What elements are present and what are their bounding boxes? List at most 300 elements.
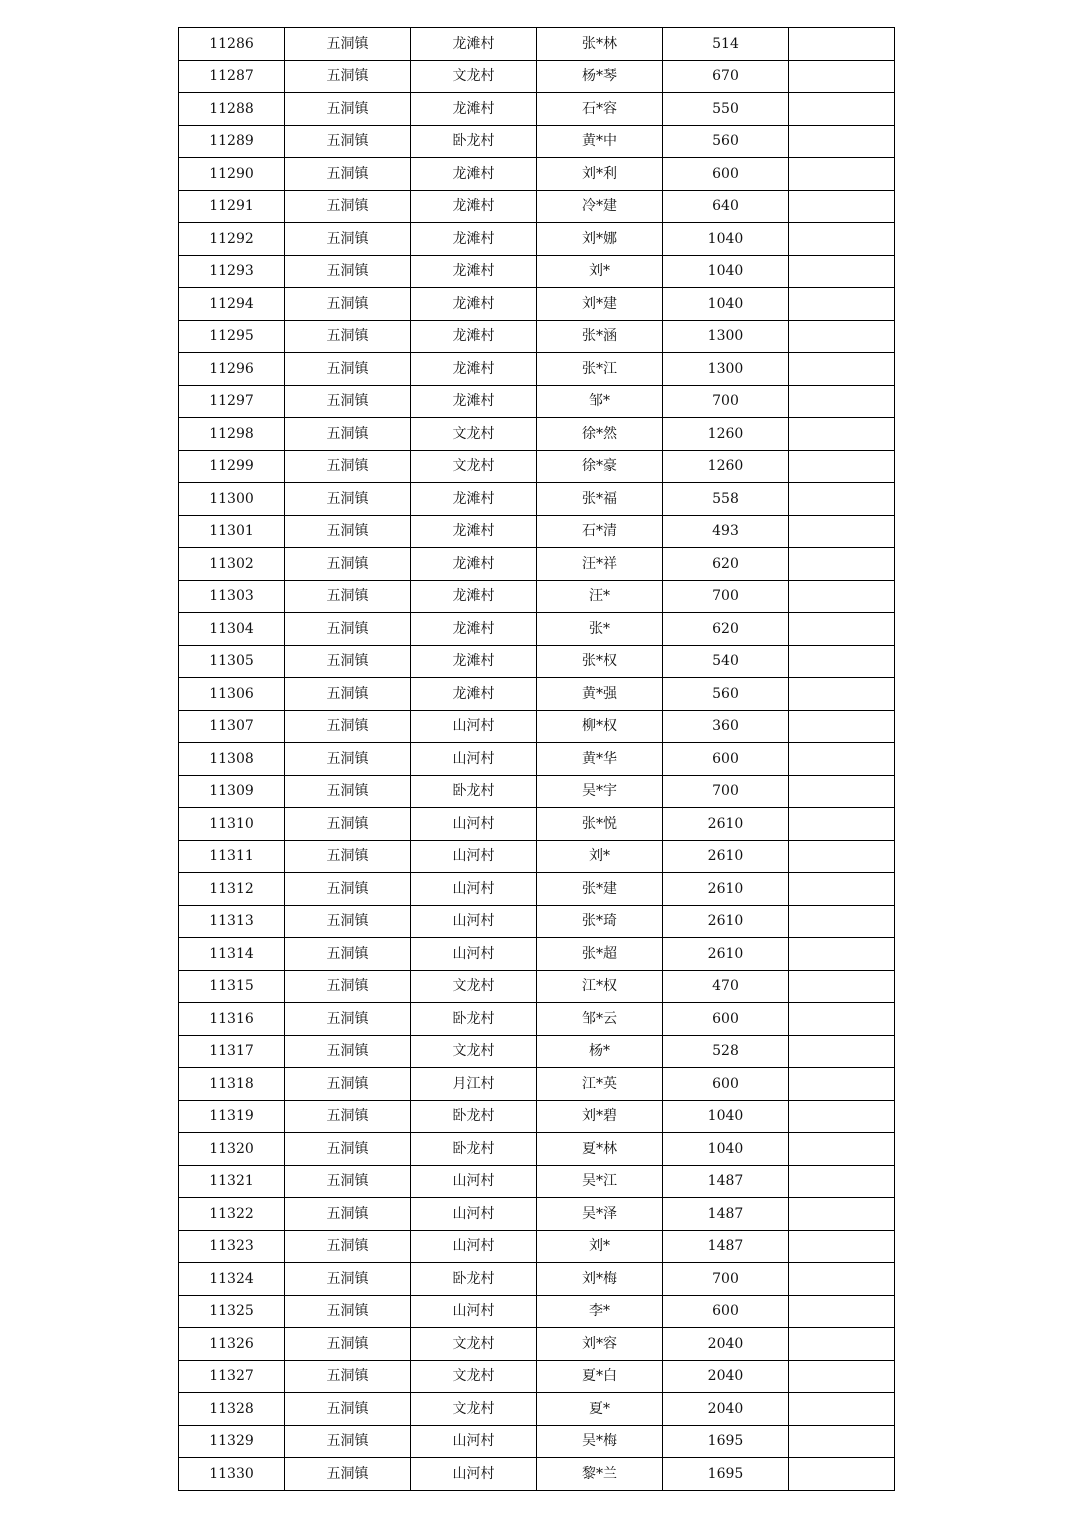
amount-cell: 2610 — [663, 873, 789, 906]
name-cell: 张*权 — [537, 645, 663, 678]
name-cell: 刘* — [537, 1230, 663, 1263]
serial-number-cell: 11314 — [179, 938, 285, 971]
village-cell: 龙滩村 — [411, 613, 537, 646]
name-cell: 柳*权 — [537, 710, 663, 743]
village-cell: 龙滩村 — [411, 158, 537, 191]
table-row — [179, 1068, 895, 1101]
village-cell: 卧龙村 — [411, 1263, 537, 1296]
village-cell: 文龙村 — [411, 1035, 537, 1068]
name-cell: 徐*豪 — [537, 450, 663, 483]
serial-number-cell: 11300 — [179, 483, 285, 516]
town-cell: 五洞镇 — [285, 483, 411, 516]
village-cell: 山河村 — [411, 938, 537, 971]
village-cell: 文龙村 — [411, 1328, 537, 1361]
name-cell: 张*福 — [537, 483, 663, 516]
amount-cell: 550 — [663, 93, 789, 126]
table-row — [179, 1458, 895, 1491]
note-cell — [789, 1263, 895, 1296]
note-cell — [789, 1360, 895, 1393]
village-cell: 龙滩村 — [411, 353, 537, 386]
serial-number-cell: 11287 — [179, 60, 285, 93]
serial-number-cell: 11329 — [179, 1425, 285, 1458]
town-cell: 五洞镇 — [285, 1458, 411, 1491]
table-row — [179, 353, 895, 386]
village-cell: 山河村 — [411, 1458, 537, 1491]
serial-number-cell: 11295 — [179, 320, 285, 353]
name-cell: 石*清 — [537, 515, 663, 548]
amount-cell: 600 — [663, 1295, 789, 1328]
serial-number-cell: 11319 — [179, 1100, 285, 1133]
town-cell: 五洞镇 — [285, 1295, 411, 1328]
serial-number-cell: 11290 — [179, 158, 285, 191]
table-row — [179, 1133, 895, 1166]
table-row — [179, 1295, 895, 1328]
amount-cell: 1695 — [663, 1425, 789, 1458]
name-cell: 张*江 — [537, 353, 663, 386]
note-cell — [789, 320, 895, 353]
town-cell: 五洞镇 — [285, 613, 411, 646]
table-row — [179, 1165, 895, 1198]
village-cell: 文龙村 — [411, 60, 537, 93]
table-row — [179, 515, 895, 548]
amount-cell: 1040 — [663, 223, 789, 256]
serial-number-cell: 11320 — [179, 1133, 285, 1166]
note-cell — [789, 743, 895, 776]
note-cell — [789, 255, 895, 288]
serial-number-cell: 11312 — [179, 873, 285, 906]
serial-number-cell: 11293 — [179, 255, 285, 288]
serial-number-cell: 11306 — [179, 678, 285, 711]
table-row — [179, 450, 895, 483]
note-cell — [789, 288, 895, 321]
table-row — [179, 1003, 895, 1036]
serial-number-cell: 11318 — [179, 1068, 285, 1101]
amount-cell: 2610 — [663, 840, 789, 873]
name-cell: 黄*中 — [537, 125, 663, 158]
amount-cell: 1040 — [663, 1133, 789, 1166]
name-cell: 刘*娜 — [537, 223, 663, 256]
village-cell: 龙滩村 — [411, 28, 537, 61]
serial-number-cell: 11330 — [179, 1458, 285, 1491]
table-row — [179, 1230, 895, 1263]
note-cell — [789, 515, 895, 548]
name-cell: 徐*然 — [537, 418, 663, 451]
table-body — [179, 28, 895, 1491]
village-cell: 龙滩村 — [411, 93, 537, 126]
name-cell: 邹*云 — [537, 1003, 663, 1036]
village-cell: 卧龙村 — [411, 1100, 537, 1133]
note-cell — [789, 938, 895, 971]
amount-cell: 470 — [663, 970, 789, 1003]
name-cell: 张*琦 — [537, 905, 663, 938]
amount-cell: 2040 — [663, 1393, 789, 1426]
town-cell: 五洞镇 — [285, 320, 411, 353]
town-cell: 五洞镇 — [285, 385, 411, 418]
town-cell: 五洞镇 — [285, 873, 411, 906]
note-cell — [789, 970, 895, 1003]
table-row — [179, 1035, 895, 1068]
amount-cell: 600 — [663, 158, 789, 191]
town-cell: 五洞镇 — [285, 808, 411, 841]
amount-cell: 1487 — [663, 1230, 789, 1263]
note-cell — [789, 1425, 895, 1458]
note-cell — [789, 125, 895, 158]
table-row — [179, 1360, 895, 1393]
note-cell — [789, 1003, 895, 1036]
serial-number-cell: 11298 — [179, 418, 285, 451]
name-cell: 李* — [537, 1295, 663, 1328]
serial-number-cell: 11296 — [179, 353, 285, 386]
village-cell: 龙滩村 — [411, 580, 537, 613]
village-cell: 卧龙村 — [411, 775, 537, 808]
serial-number-cell: 11292 — [179, 223, 285, 256]
village-cell: 龙滩村 — [411, 515, 537, 548]
name-cell: 冷*建 — [537, 190, 663, 223]
town-cell: 五洞镇 — [285, 1068, 411, 1101]
table-row — [179, 288, 895, 321]
name-cell: 杨* — [537, 1035, 663, 1068]
town-cell: 五洞镇 — [285, 1263, 411, 1296]
serial-number-cell: 11325 — [179, 1295, 285, 1328]
village-cell: 龙滩村 — [411, 385, 537, 418]
table-row — [179, 483, 895, 516]
amount-cell: 2610 — [663, 808, 789, 841]
note-cell — [789, 808, 895, 841]
village-cell: 文龙村 — [411, 970, 537, 1003]
serial-number-cell: 11305 — [179, 645, 285, 678]
serial-number-cell: 11288 — [179, 93, 285, 126]
serial-number-cell: 11304 — [179, 613, 285, 646]
note-cell — [789, 418, 895, 451]
name-cell: 刘* — [537, 840, 663, 873]
amount-cell: 600 — [663, 1068, 789, 1101]
town-cell: 五洞镇 — [285, 125, 411, 158]
town-cell: 五洞镇 — [285, 1165, 411, 1198]
village-cell: 山河村 — [411, 840, 537, 873]
serial-number-cell: 11317 — [179, 1035, 285, 1068]
amount-cell: 1300 — [663, 320, 789, 353]
note-cell — [789, 905, 895, 938]
serial-number-cell: 11316 — [179, 1003, 285, 1036]
name-cell: 石*容 — [537, 93, 663, 126]
village-cell: 文龙村 — [411, 1393, 537, 1426]
serial-number-cell: 11321 — [179, 1165, 285, 1198]
table-row — [179, 905, 895, 938]
town-cell: 五洞镇 — [285, 775, 411, 808]
note-cell — [789, 385, 895, 418]
data-table — [178, 27, 895, 1491]
serial-number-cell: 11289 — [179, 125, 285, 158]
name-cell: 夏*林 — [537, 1133, 663, 1166]
serial-number-cell: 11301 — [179, 515, 285, 548]
town-cell: 五洞镇 — [285, 580, 411, 613]
table-row — [179, 840, 895, 873]
table-row — [179, 223, 895, 256]
town-cell: 五洞镇 — [285, 970, 411, 1003]
table-row — [179, 255, 895, 288]
amount-cell: 620 — [663, 548, 789, 581]
name-cell: 夏*白 — [537, 1360, 663, 1393]
table-row — [179, 938, 895, 971]
amount-cell: 700 — [663, 580, 789, 613]
name-cell: 汪*祥 — [537, 548, 663, 581]
village-cell: 龙滩村 — [411, 483, 537, 516]
village-cell: 山河村 — [411, 905, 537, 938]
note-cell — [789, 483, 895, 516]
table-row — [179, 60, 895, 93]
name-cell: 张*悦 — [537, 808, 663, 841]
note-cell — [789, 93, 895, 126]
serial-number-cell: 11311 — [179, 840, 285, 873]
town-cell: 五洞镇 — [285, 93, 411, 126]
town-cell: 五洞镇 — [285, 255, 411, 288]
town-cell: 五洞镇 — [285, 1100, 411, 1133]
amount-cell: 1040 — [663, 288, 789, 321]
table-row — [179, 1393, 895, 1426]
village-cell: 文龙村 — [411, 450, 537, 483]
note-cell — [789, 548, 895, 581]
note-cell — [789, 1035, 895, 1068]
serial-number-cell: 11303 — [179, 580, 285, 613]
amount-cell: 700 — [663, 775, 789, 808]
table-row — [179, 645, 895, 678]
note-cell — [789, 1068, 895, 1101]
table-row — [179, 1425, 895, 1458]
name-cell: 刘*碧 — [537, 1100, 663, 1133]
note-cell — [789, 775, 895, 808]
village-cell: 文龙村 — [411, 418, 537, 451]
table-row — [179, 678, 895, 711]
village-cell: 卧龙村 — [411, 1003, 537, 1036]
amount-cell: 1487 — [663, 1165, 789, 1198]
note-cell — [789, 1100, 895, 1133]
amount-cell: 360 — [663, 710, 789, 743]
amount-cell: 540 — [663, 645, 789, 678]
note-cell — [789, 60, 895, 93]
town-cell: 五洞镇 — [285, 1133, 411, 1166]
town-cell: 五洞镇 — [285, 840, 411, 873]
table-row — [179, 125, 895, 158]
table-row — [179, 548, 895, 581]
village-cell: 山河村 — [411, 1198, 537, 1231]
town-cell: 五洞镇 — [285, 1035, 411, 1068]
village-cell: 龙滩村 — [411, 645, 537, 678]
serial-number-cell: 11322 — [179, 1198, 285, 1231]
amount-cell: 2040 — [663, 1360, 789, 1393]
name-cell: 刘*建 — [537, 288, 663, 321]
serial-number-cell: 11291 — [179, 190, 285, 223]
amount-cell: 2040 — [663, 1328, 789, 1361]
name-cell: 张*林 — [537, 28, 663, 61]
name-cell: 邹* — [537, 385, 663, 418]
amount-cell: 1260 — [663, 418, 789, 451]
note-cell — [789, 1198, 895, 1231]
table-row — [179, 580, 895, 613]
amount-cell: 493 — [663, 515, 789, 548]
table-row — [179, 158, 895, 191]
town-cell: 五洞镇 — [285, 1198, 411, 1231]
name-cell: 张*建 — [537, 873, 663, 906]
village-cell: 龙滩村 — [411, 678, 537, 711]
amount-cell: 560 — [663, 678, 789, 711]
amount-cell: 2610 — [663, 938, 789, 971]
name-cell: 刘* — [537, 255, 663, 288]
table-row — [179, 1263, 895, 1296]
town-cell: 五洞镇 — [285, 190, 411, 223]
village-cell: 龙滩村 — [411, 320, 537, 353]
town-cell: 五洞镇 — [285, 710, 411, 743]
note-cell — [789, 450, 895, 483]
name-cell: 吴*江 — [537, 1165, 663, 1198]
amount-cell: 620 — [663, 613, 789, 646]
village-cell: 山河村 — [411, 873, 537, 906]
note-cell — [789, 1165, 895, 1198]
town-cell: 五洞镇 — [285, 223, 411, 256]
amount-cell: 1695 — [663, 1458, 789, 1491]
serial-number-cell: 11323 — [179, 1230, 285, 1263]
note-cell — [789, 678, 895, 711]
name-cell: 刘*容 — [537, 1328, 663, 1361]
town-cell: 五洞镇 — [285, 60, 411, 93]
amount-cell: 560 — [663, 125, 789, 158]
table-row — [179, 743, 895, 776]
amount-cell: 640 — [663, 190, 789, 223]
town-cell: 五洞镇 — [285, 1425, 411, 1458]
name-cell: 刘*梅 — [537, 1263, 663, 1296]
town-cell: 五洞镇 — [285, 1393, 411, 1426]
serial-number-cell: 11310 — [179, 808, 285, 841]
name-cell: 杨*琴 — [537, 60, 663, 93]
table-row — [179, 775, 895, 808]
serial-number-cell: 11324 — [179, 1263, 285, 1296]
note-cell — [789, 1295, 895, 1328]
name-cell: 张*超 — [537, 938, 663, 971]
note-cell — [789, 710, 895, 743]
serial-number-cell: 11328 — [179, 1393, 285, 1426]
town-cell: 五洞镇 — [285, 418, 411, 451]
amount-cell: 1300 — [663, 353, 789, 386]
table-row — [179, 385, 895, 418]
note-cell — [789, 645, 895, 678]
table-row — [179, 710, 895, 743]
town-cell: 五洞镇 — [285, 450, 411, 483]
village-cell: 卧龙村 — [411, 1133, 537, 1166]
note-cell — [789, 1328, 895, 1361]
amount-cell: 1260 — [663, 450, 789, 483]
name-cell: 张*涵 — [537, 320, 663, 353]
amount-cell: 670 — [663, 60, 789, 93]
name-cell: 吴*梅 — [537, 1425, 663, 1458]
amount-cell: 700 — [663, 1263, 789, 1296]
village-cell: 卧龙村 — [411, 125, 537, 158]
village-cell: 山河村 — [411, 743, 537, 776]
note-cell — [789, 1458, 895, 1491]
name-cell: 吴*宇 — [537, 775, 663, 808]
note-cell — [789, 190, 895, 223]
amount-cell: 514 — [663, 28, 789, 61]
village-cell: 文龙村 — [411, 1360, 537, 1393]
note-cell — [789, 28, 895, 61]
town-cell: 五洞镇 — [285, 288, 411, 321]
town-cell: 五洞镇 — [285, 1230, 411, 1263]
name-cell: 江*权 — [537, 970, 663, 1003]
serial-number-cell: 11327 — [179, 1360, 285, 1393]
town-cell: 五洞镇 — [285, 645, 411, 678]
town-cell: 五洞镇 — [285, 1328, 411, 1361]
amount-cell: 1487 — [663, 1198, 789, 1231]
village-cell: 月江村 — [411, 1068, 537, 1101]
table-row — [179, 1328, 895, 1361]
village-cell: 山河村 — [411, 1165, 537, 1198]
serial-number-cell: 11294 — [179, 288, 285, 321]
note-cell — [789, 613, 895, 646]
note-cell — [789, 223, 895, 256]
village-cell: 龙滩村 — [411, 288, 537, 321]
amount-cell: 2610 — [663, 905, 789, 938]
serial-number-cell: 11302 — [179, 548, 285, 581]
note-cell — [789, 353, 895, 386]
village-cell: 山河村 — [411, 1230, 537, 1263]
name-cell: 吴*泽 — [537, 1198, 663, 1231]
name-cell: 黄*强 — [537, 678, 663, 711]
table-row — [179, 1100, 895, 1133]
table-row — [179, 320, 895, 353]
amount-cell: 528 — [663, 1035, 789, 1068]
table-row — [179, 93, 895, 126]
name-cell: 黎*兰 — [537, 1458, 663, 1491]
town-cell: 五洞镇 — [285, 28, 411, 61]
note-cell — [789, 840, 895, 873]
note-cell — [789, 1230, 895, 1263]
town-cell: 五洞镇 — [285, 1003, 411, 1036]
name-cell: 江*英 — [537, 1068, 663, 1101]
table-row — [179, 1198, 895, 1231]
village-cell: 龙滩村 — [411, 548, 537, 581]
amount-cell: 600 — [663, 1003, 789, 1036]
name-cell: 黄*华 — [537, 743, 663, 776]
note-cell — [789, 580, 895, 613]
village-cell: 山河村 — [411, 808, 537, 841]
serial-number-cell: 11313 — [179, 905, 285, 938]
town-cell: 五洞镇 — [285, 515, 411, 548]
amount-cell: 700 — [663, 385, 789, 418]
table-row — [179, 418, 895, 451]
table-row — [179, 190, 895, 223]
serial-number-cell: 11286 — [179, 28, 285, 61]
name-cell: 张* — [537, 613, 663, 646]
serial-number-cell: 11309 — [179, 775, 285, 808]
town-cell: 五洞镇 — [285, 938, 411, 971]
table-row — [179, 873, 895, 906]
town-cell: 五洞镇 — [285, 353, 411, 386]
table-row — [179, 28, 895, 61]
serial-number-cell: 11297 — [179, 385, 285, 418]
village-cell: 龙滩村 — [411, 223, 537, 256]
village-cell: 山河村 — [411, 710, 537, 743]
table-row — [179, 808, 895, 841]
town-cell: 五洞镇 — [285, 743, 411, 776]
table-row — [179, 970, 895, 1003]
serial-number-cell: 11299 — [179, 450, 285, 483]
note-cell — [789, 873, 895, 906]
name-cell: 汪* — [537, 580, 663, 613]
note-cell — [789, 158, 895, 191]
serial-number-cell: 11308 — [179, 743, 285, 776]
serial-number-cell: 11315 — [179, 970, 285, 1003]
town-cell: 五洞镇 — [285, 158, 411, 191]
note-cell — [789, 1393, 895, 1426]
village-cell: 山河村 — [411, 1425, 537, 1458]
